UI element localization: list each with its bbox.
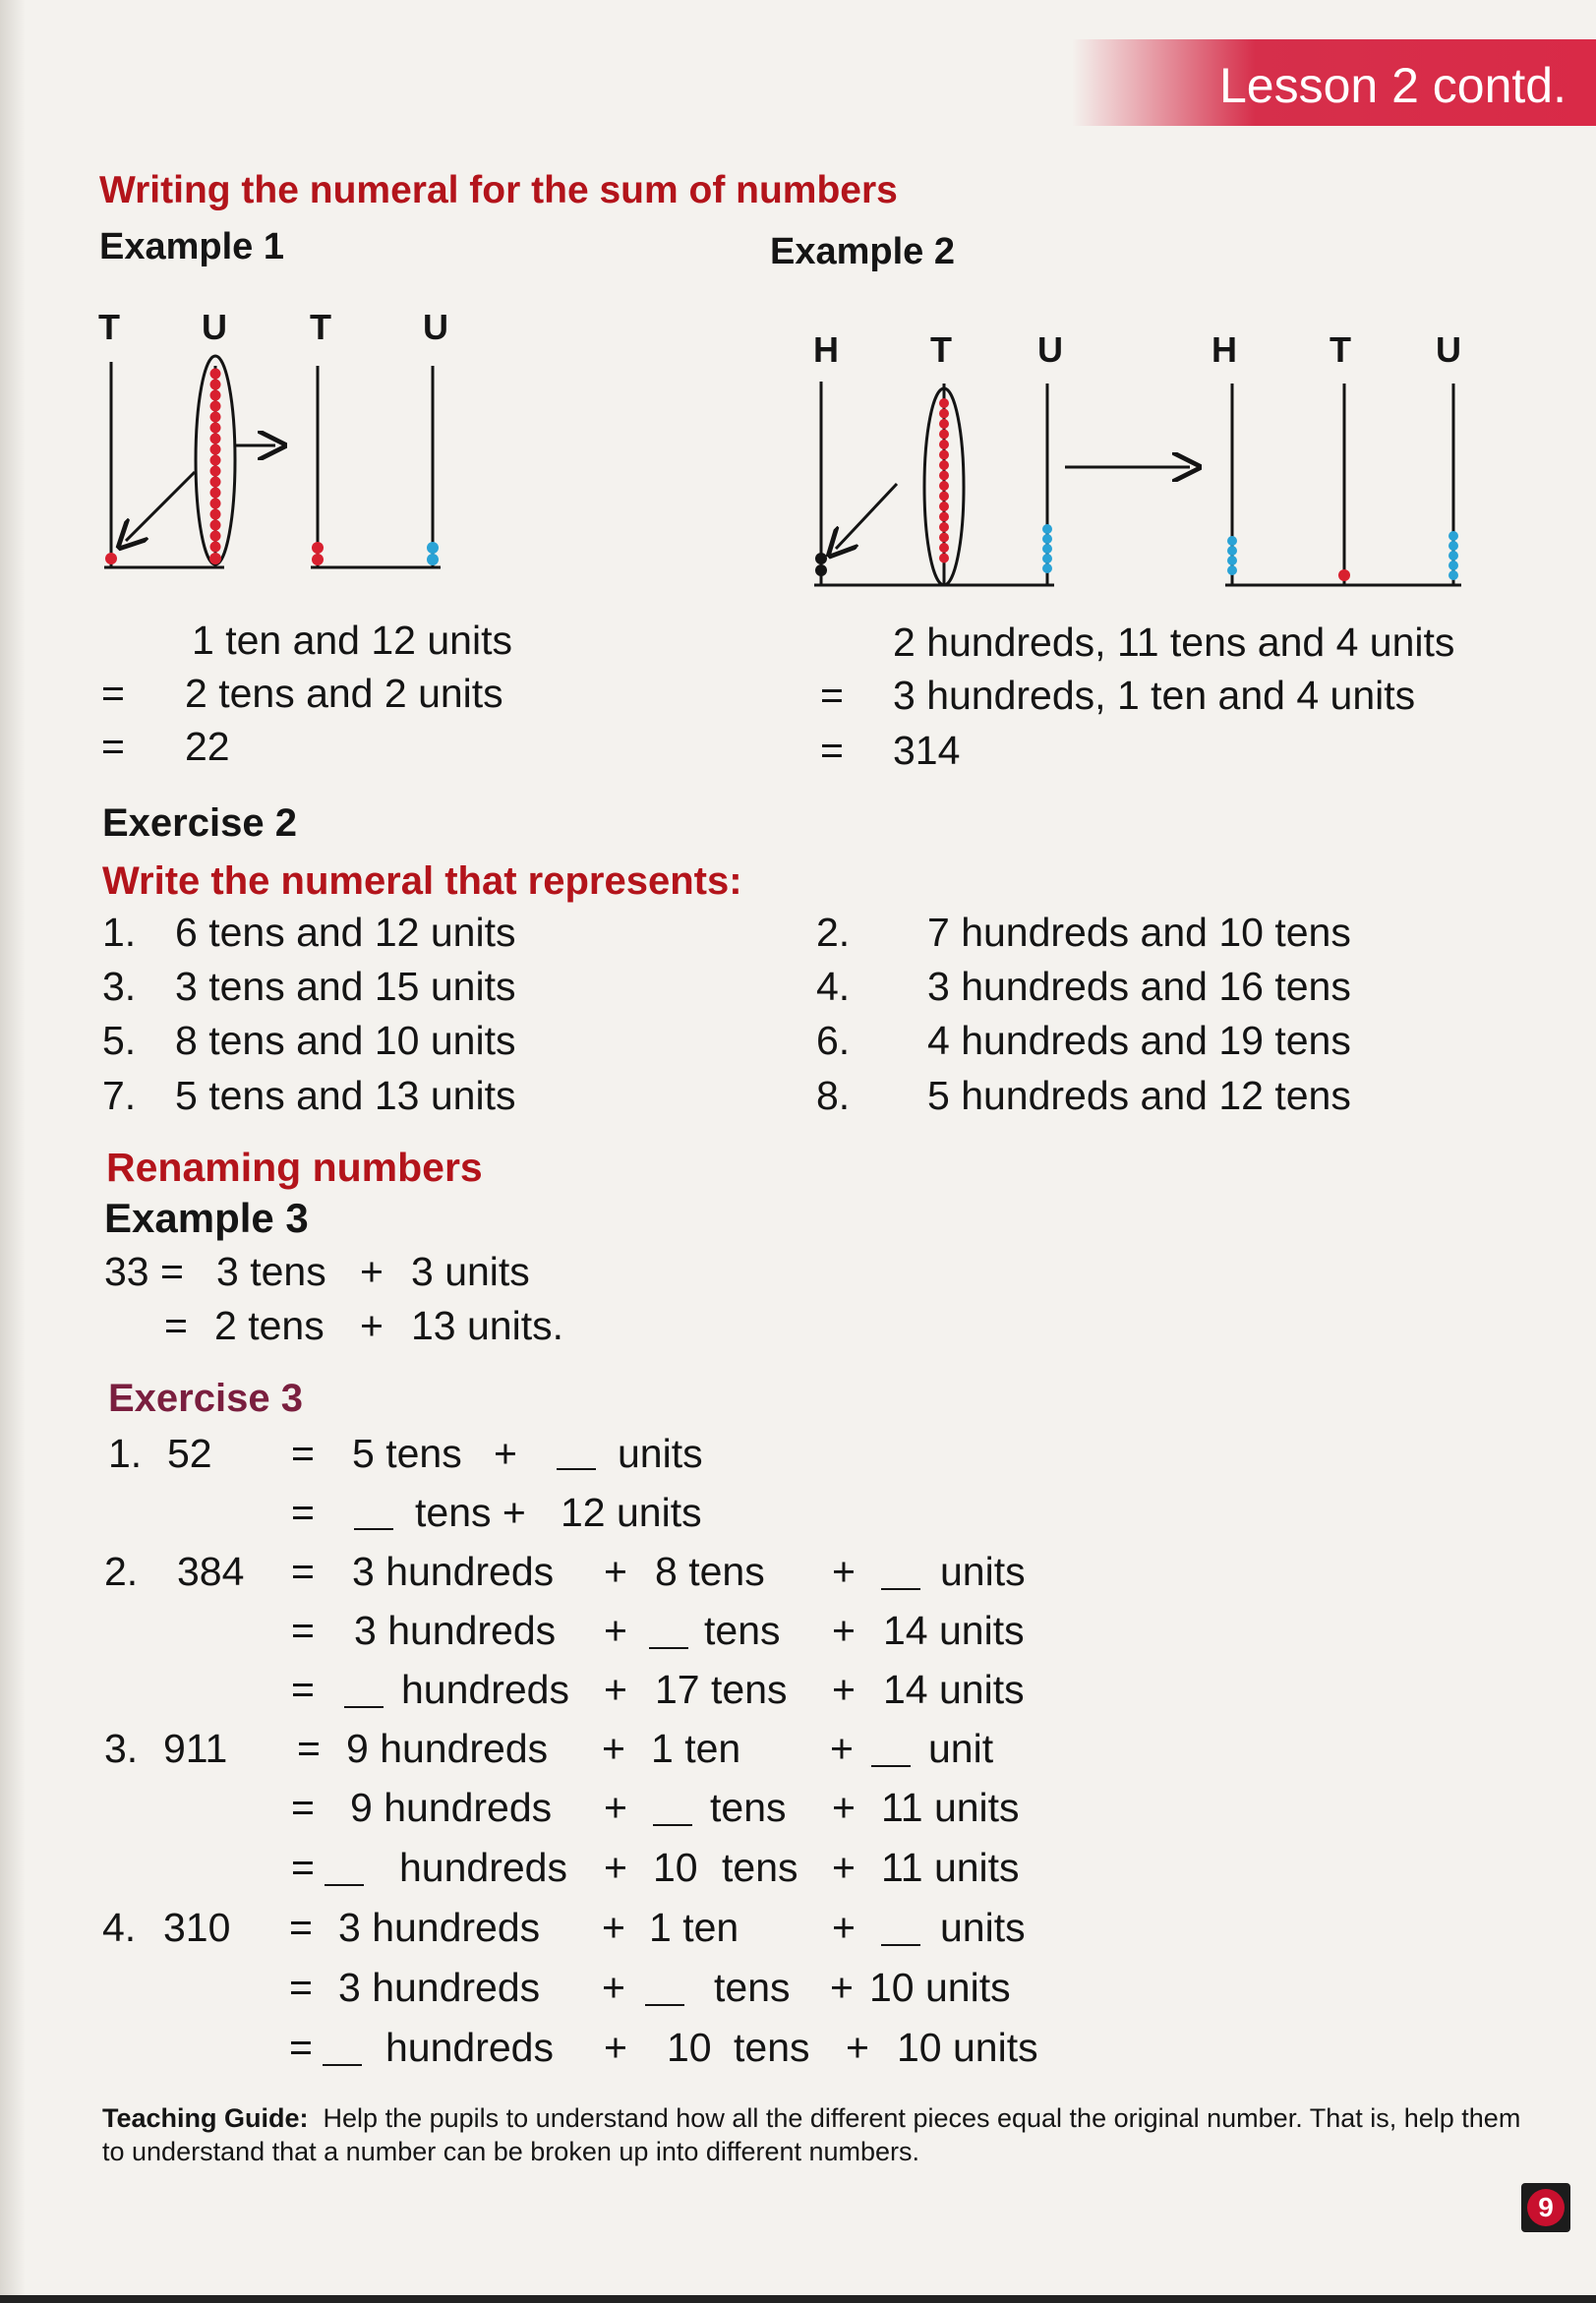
q3-r3-op1: + [604, 1845, 627, 1890]
q2-value: 384 [177, 1549, 245, 1594]
ex1-eq1: = [101, 671, 125, 716]
bead [210, 401, 221, 412]
ex2-item-text: 5 hundreds and 12 tens [927, 1073, 1351, 1118]
q4-r1-op1: + [602, 1905, 625, 1950]
q1-r1-b: units [618, 1431, 703, 1476]
q3-r1-c: unit [928, 1726, 994, 1771]
q2-r3-op1: + [604, 1667, 627, 1712]
ex2-item-text: 4 hundreds and 19 tens [927, 1018, 1351, 1063]
ex2-line1: 2 hundreds, 11 tens and 4 units [893, 620, 1455, 665]
bead [939, 554, 949, 563]
ex1-line3: 22 [185, 724, 230, 769]
q2-eq3: = [291, 1667, 315, 1712]
ex1-col-t1: T [98, 307, 120, 347]
q3-eq3: = [291, 1845, 315, 1890]
ex3-line2-b: 13 units. [411, 1303, 563, 1348]
bead [939, 409, 949, 419]
ex2-col-h1: H [813, 329, 839, 370]
bead [210, 380, 221, 390]
bead [1227, 536, 1237, 546]
q4-r3-d: 10 units [897, 2025, 1038, 2070]
q4-r3-b: 10 [667, 2025, 712, 2070]
ex2-line2: 3 hundreds, 1 ten and 4 units [893, 673, 1416, 718]
bead [939, 512, 949, 522]
page-edge-shadow [0, 0, 26, 2303]
bead [210, 531, 221, 542]
q4-r2-blank[interactable] [645, 2003, 684, 2006]
ex3-line1-b: 3 units [411, 1249, 530, 1294]
ex2-item-text: 8 tens and 10 units [175, 1018, 516, 1063]
bead [210, 542, 221, 553]
bead [210, 488, 221, 499]
bead [1448, 561, 1458, 570]
q4-eq2: = [289, 1965, 313, 2010]
q2-r1-op1: + [604, 1549, 627, 1594]
ex2-item-text: 3 tens and 15 units [175, 964, 516, 1009]
lesson-title: Lesson 2 contd. [1218, 58, 1566, 113]
bead [1042, 544, 1052, 554]
bead [939, 398, 949, 408]
ex3-line2-op: + [360, 1303, 384, 1348]
bead [210, 455, 221, 466]
q3-r1-op2: + [830, 1726, 854, 1771]
bead [939, 450, 949, 460]
q2-r1-blank[interactable] [881, 1587, 920, 1590]
q4-r1-b: 1 ten [649, 1905, 739, 1950]
teaching-guide-label: Teaching Guide [102, 2103, 300, 2133]
ex3-line2-left: = [164, 1303, 188, 1348]
q2-r1-c: units [940, 1549, 1026, 1594]
ex1-line1: 1 ten and 12 units [192, 618, 512, 663]
q4-r2-c: 10 units [869, 1965, 1011, 2010]
q2-r3-b: 17 tens [655, 1667, 788, 1712]
ex3-line1-op: + [360, 1249, 384, 1294]
bead [210, 412, 221, 423]
ex2-col-h2: H [1212, 329, 1237, 370]
q2-r2-op1: + [604, 1608, 627, 1653]
ex1-col-u2: U [423, 307, 448, 347]
exercise3-label: Exercise 3 [108, 1377, 303, 1420]
bead [210, 369, 221, 380]
q3-r2-c: 11 units [881, 1785, 1020, 1830]
q3-eq1: = [297, 1726, 321, 1771]
q3-r3-blank[interactable] [325, 1883, 364, 1886]
q3-r3-op2: + [832, 1845, 856, 1890]
ex2-col-u2: U [1436, 329, 1461, 370]
q3-r2-b: tens [710, 1785, 787, 1830]
bead [1448, 570, 1458, 580]
bead [939, 430, 949, 440]
example2-label: Example 2 [770, 231, 955, 272]
q4-r1-op2: + [832, 1905, 856, 1950]
q2-r2-c: 14 units [883, 1608, 1025, 1653]
bead [939, 492, 949, 502]
bead [1042, 524, 1052, 534]
q2-r3-c: 14 units [883, 1667, 1025, 1712]
ex2-eq2: = [820, 728, 844, 773]
ex2-col-t1: T [930, 329, 952, 370]
bead [1042, 563, 1052, 573]
q4-r3-c: tens [734, 2025, 810, 2070]
q1-r2-a: tens + [415, 1490, 526, 1535]
q2-num: 2. [104, 1549, 139, 1594]
q2-r3-blank[interactable] [344, 1705, 384, 1708]
q1-r1-op: + [494, 1431, 517, 1476]
q2-r2-b: tens [704, 1608, 781, 1653]
q2-r1-op2: + [832, 1549, 856, 1594]
q4-eq1: = [289, 1905, 313, 1950]
ex1-col-t2: T [310, 307, 331, 347]
ex2-item-text: 3 hundreds and 16 tens [927, 964, 1351, 1009]
q3-r2-blank[interactable] [653, 1823, 692, 1826]
bead [210, 423, 221, 434]
ex2-col-u1: U [1037, 329, 1063, 370]
q4-eq3: = [289, 2025, 313, 2070]
bead [1227, 546, 1237, 556]
q4-r1-a: 3 hundreds [338, 1905, 541, 1950]
ex2-item-text: 7 hundreds and 10 tens [927, 910, 1351, 955]
q3-r1-a: 9 hundreds [346, 1726, 549, 1771]
q3-r3-a: hundreds [399, 1845, 567, 1890]
q4-r3-op1: + [604, 2025, 627, 2070]
bead [210, 477, 221, 488]
bead [939, 471, 949, 481]
bead [939, 481, 949, 491]
q4-num: 4. [102, 1905, 137, 1950]
ex2-item-num: 3. [102, 964, 137, 1009]
ex2-item-text: 5 tens and 13 units [175, 1073, 516, 1118]
q4-r3-op2: + [846, 2025, 869, 2070]
q3-value: 911 [163, 1726, 228, 1771]
q1-r1-blank[interactable] [557, 1467, 596, 1470]
q4-r3-a: hundreds [385, 2025, 554, 2070]
q3-r2-op1: + [604, 1785, 627, 1830]
bead [1448, 551, 1458, 561]
q3-r2-op2: + [832, 1785, 856, 1830]
q4-r1-blank[interactable] [881, 1943, 920, 1946]
bead [1448, 541, 1458, 551]
bead [939, 460, 949, 470]
ex3-line1-left: 33 = [104, 1249, 184, 1294]
teaching-guide-text: Help the pupils to understand how all the different pieces equal the original number. That is, help them to understand that a number can be broken up into different numbers. [102, 2103, 1521, 2166]
q3-r1-b: 1 ten [651, 1726, 741, 1771]
ex2-item-num: 2. [816, 910, 851, 955]
q3-r3-d: 11 units [881, 1845, 1020, 1890]
bead [210, 520, 221, 531]
example3-label: Example 3 [104, 1195, 309, 1241]
q4-r2-a: 3 hundreds [338, 1965, 541, 2010]
bead [1042, 534, 1052, 544]
bead [210, 390, 221, 401]
exercise2-instruction: Write the numeral that represents: [102, 859, 742, 903]
bead [210, 444, 221, 455]
bead [939, 543, 949, 553]
ex3-line1-a: 3 tens [216, 1249, 326, 1294]
q2-r2-op2: + [832, 1608, 856, 1653]
bead [210, 509, 221, 520]
ex2-item-num: 6. [816, 1018, 851, 1063]
ex2-item-num: 8. [816, 1073, 851, 1118]
renaming-title: Renaming numbers [106, 1145, 483, 1190]
teaching-guide: Teaching Guide: Help the pupils to understand how all the different pieces equal the original number. That is, help them to understand that a number can be broken up into different numbers. [102, 2103, 1521, 2166]
ex1-line2: 2 tens and 2 units [185, 671, 503, 716]
q4-r2-op1: + [602, 1965, 625, 2010]
q4-r2-op2: + [830, 1965, 854, 2010]
q2-eq2: = [291, 1608, 315, 1653]
bead [939, 440, 949, 449]
ex2-item-num: 1. [102, 910, 137, 955]
q4-value: 310 [163, 1905, 231, 1950]
section-title-sum: Writing the numeral for the sum of numbers [99, 169, 898, 211]
q2-r1-a: 3 hundreds [352, 1549, 555, 1594]
ex2-item-num: 4. [816, 964, 851, 1009]
ex2-col-t2: T [1330, 329, 1351, 370]
ex2-item-num: 7. [102, 1073, 137, 1118]
q1-num: 1. [108, 1431, 143, 1476]
bead [1227, 565, 1237, 575]
example1-label: Example 1 [99, 226, 284, 267]
ex1-col-u1: U [202, 307, 227, 347]
q4-r2-b: tens [714, 1965, 791, 2010]
bead [1042, 554, 1052, 563]
bead [1227, 556, 1237, 565]
q2-r3-op2: + [832, 1667, 856, 1712]
ex2-eq1: = [820, 673, 844, 718]
q4-r1-c: units [940, 1905, 1026, 1950]
q1-eq2: = [291, 1490, 315, 1535]
ex2-line3: 314 [893, 728, 961, 773]
bead [939, 419, 949, 429]
page-number: 9 [1527, 2189, 1565, 2226]
bead [1448, 531, 1458, 541]
q3-r3-b: 10 [653, 1845, 698, 1890]
q3-r2-a: 9 hundreds [350, 1785, 553, 1830]
example1-abacus [79, 344, 472, 580]
q3-r1-blank[interactable] [871, 1764, 911, 1767]
q1-value: 52 [167, 1431, 212, 1476]
q2-r2-a: 3 hundreds [354, 1608, 557, 1653]
bead [210, 499, 221, 509]
exercise2-label: Exercise 2 [102, 801, 297, 845]
lesson-banner [1072, 39, 1596, 126]
ex3-line2-a: 2 tens [214, 1303, 325, 1348]
bead [939, 522, 949, 532]
bead [210, 466, 221, 477]
bead [939, 502, 949, 511]
q2-r1-b: 8 tens [655, 1549, 765, 1594]
ex2-item-num: 5. [102, 1018, 137, 1063]
ex1-eq2: = [101, 724, 125, 769]
bead [210, 434, 221, 444]
page-number-box [1521, 2183, 1570, 2232]
bead [939, 533, 949, 543]
q1-r2-b: 12 units [561, 1490, 702, 1535]
example2-abacus [787, 364, 1475, 600]
q1-r2-blank[interactable] [354, 1527, 393, 1530]
q3-num: 3. [104, 1726, 139, 1771]
q2-eq1: = [291, 1549, 315, 1594]
q2-r2-blank[interactable] [649, 1646, 688, 1649]
q1-r1-a: 5 tens [352, 1431, 462, 1476]
bottom-edge [0, 2295, 1596, 2303]
q3-r1-op1: + [602, 1726, 625, 1771]
ex2-item-text: 6 tens and 12 units [175, 910, 516, 955]
q1-eq1: = [291, 1431, 315, 1476]
q3-r3-c: tens [722, 1845, 798, 1890]
q2-r3-a: hundreds [401, 1667, 569, 1712]
q3-eq2: = [291, 1785, 315, 1830]
q4-r3-blank[interactable] [323, 2063, 362, 2066]
